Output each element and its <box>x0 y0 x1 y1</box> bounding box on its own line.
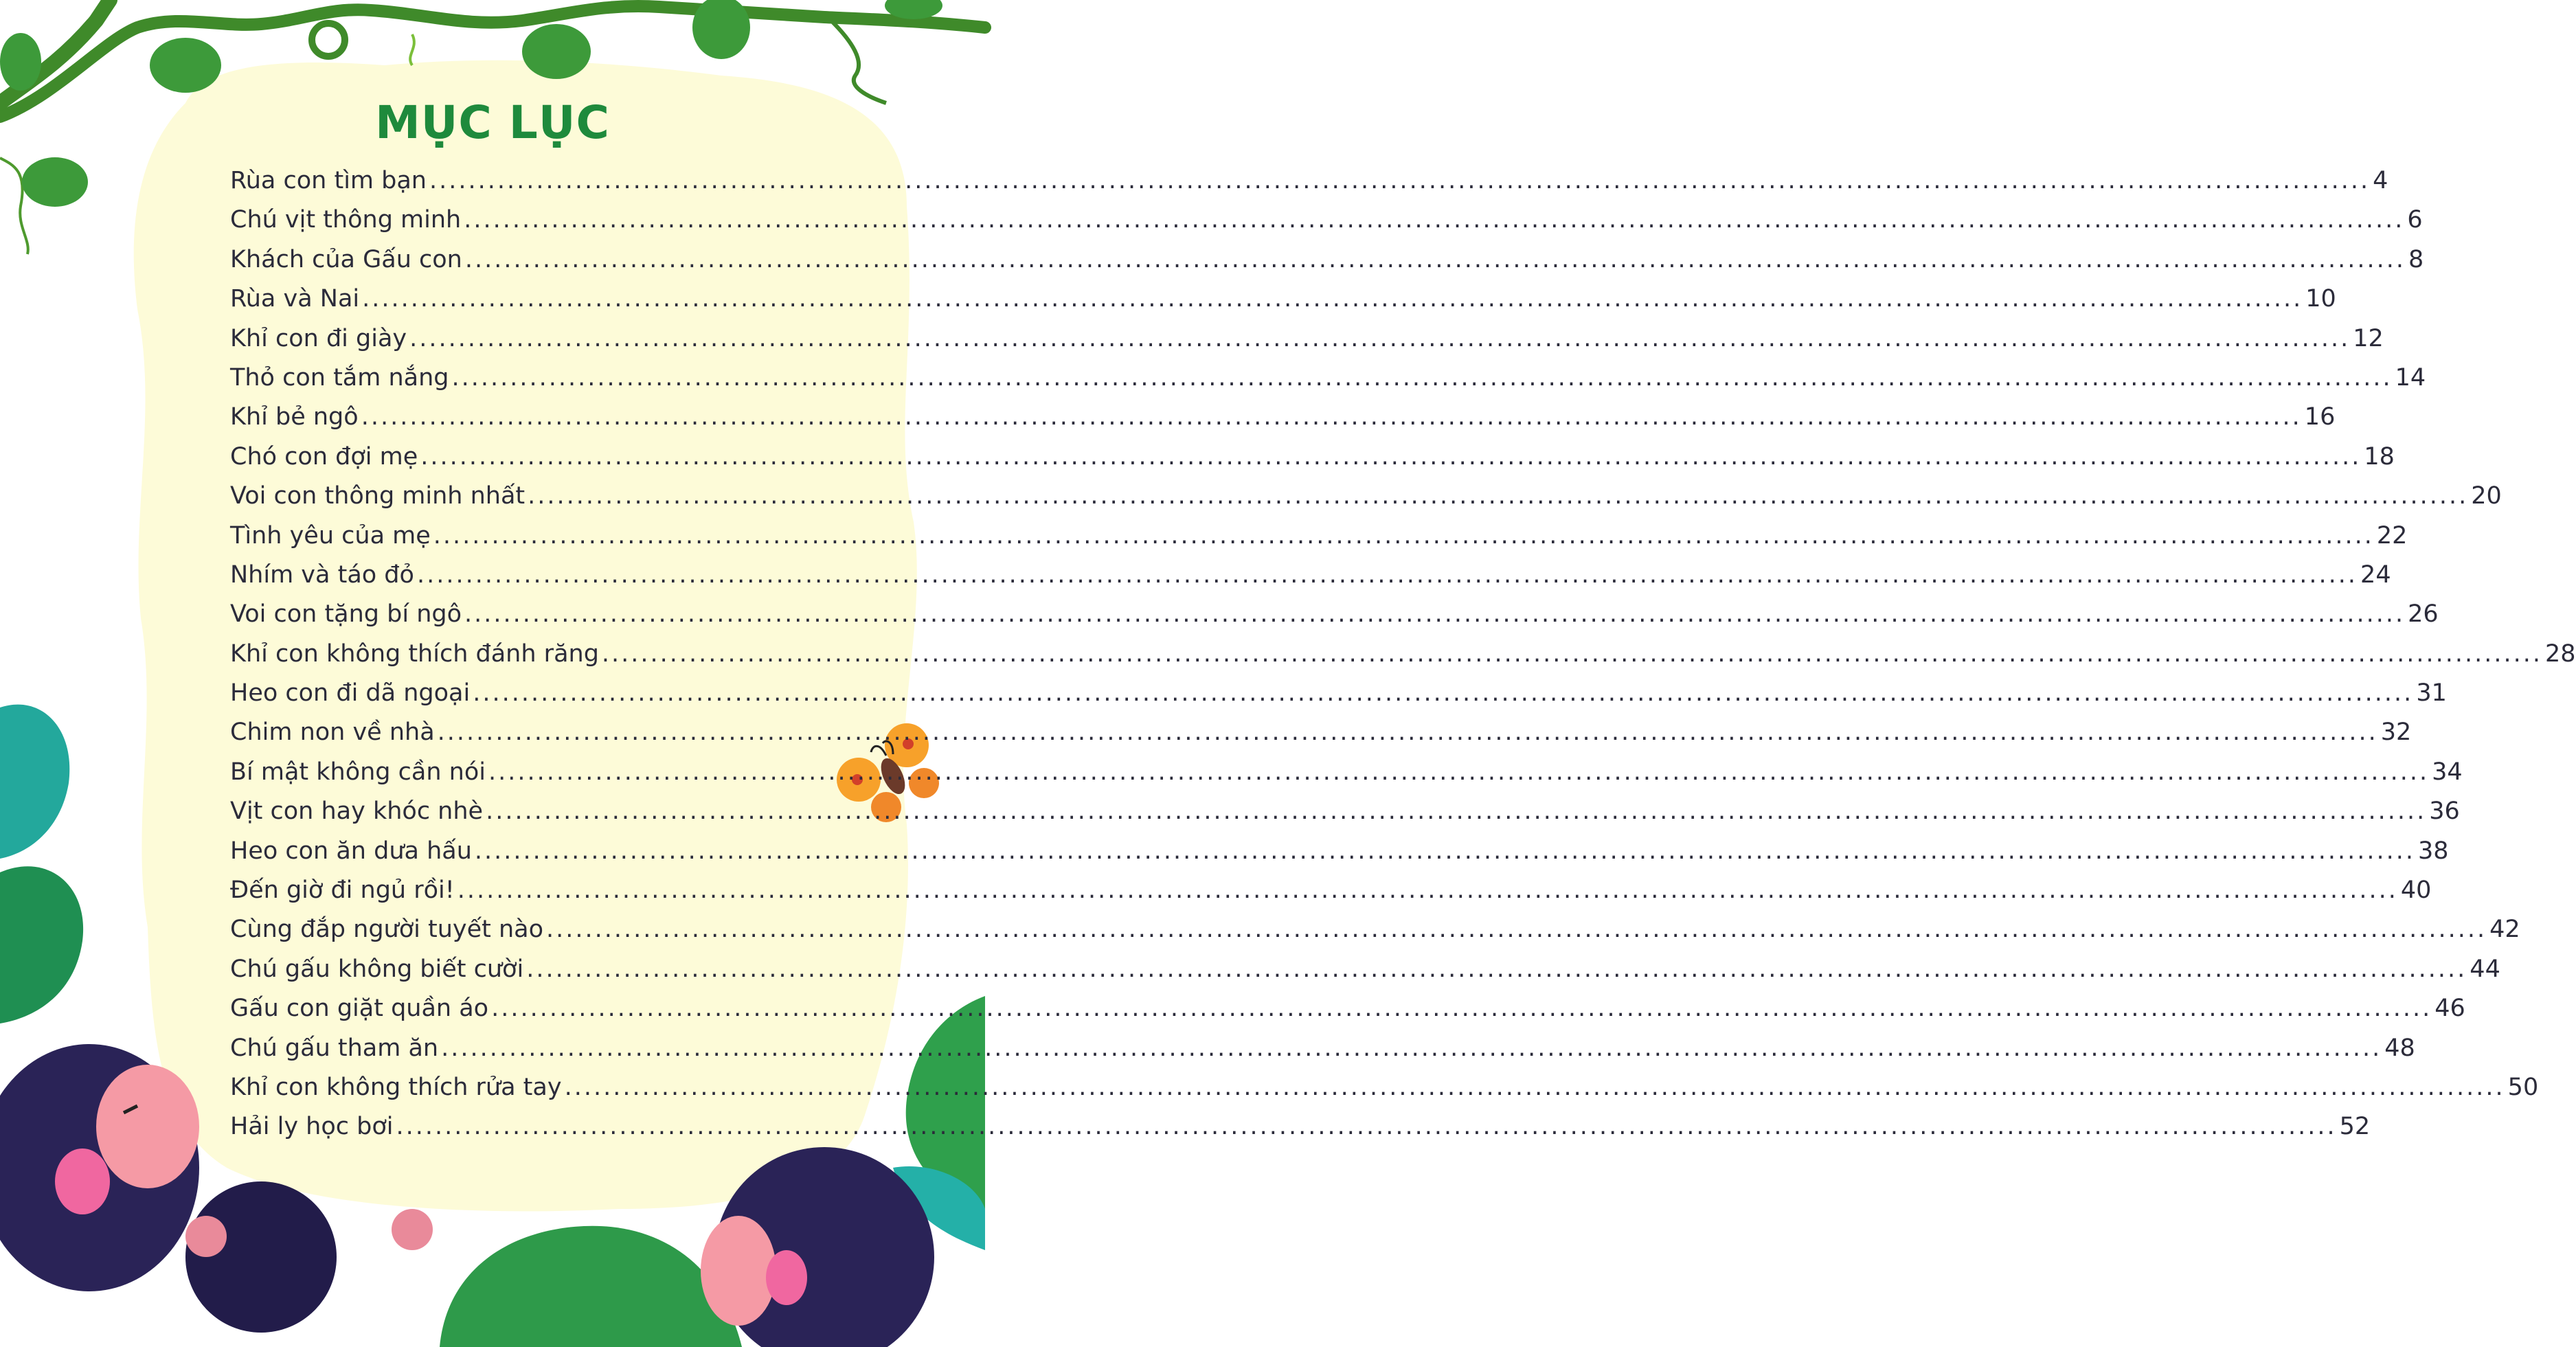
toc-entry-page: 46 <box>2434 995 2465 1023</box>
toc-entry-page: 8 <box>2408 245 2424 273</box>
toc-entry[interactable] <box>230 832 2449 871</box>
toc-entry-title: Gấu con giặt quần áo <box>230 995 489 1023</box>
toc-entry-title: Voi con thông minh nhất <box>230 482 526 510</box>
toc-entry[interactable] <box>230 989 2465 1028</box>
toc-entry-title: Khỉ con không thích rửa tay <box>230 1073 562 1101</box>
dot-leader: ........................................................................................................................................................................................................ <box>526 955 2467 983</box>
toc-entry-title: Rùa và Nai <box>230 285 360 313</box>
table-of-contents <box>230 161 2576 1147</box>
dot-leader: ........................................................................................................................................................................................................ <box>362 285 2303 313</box>
leaf-icon <box>440 1226 742 1347</box>
dot-leader: ........................................................................................................................................................................................................ <box>464 206 2405 234</box>
toc-entry-page: 48 <box>2384 1034 2415 1062</box>
toc-entry-page: 38 <box>2418 837 2449 865</box>
toc-entry-page: 20 <box>2471 482 2502 510</box>
dot-leader: ........................................................................................................................................................................................................ <box>474 837 2416 865</box>
toc-entry[interactable] <box>230 477 2502 516</box>
toc-entry[interactable] <box>230 201 2423 240</box>
dot-leader: ........................................................................................................................................................................................................ <box>429 167 2371 194</box>
toc-entry-title: Khỉ bẻ ngô <box>230 403 359 431</box>
toc-entry-title: Hải ly học bơi <box>230 1113 394 1141</box>
toc-entry-page: 34 <box>2432 758 2463 786</box>
dot-leader: ........................................................................................................................................................................................................ <box>488 758 2430 786</box>
toc-entry-title: Bí mật không cần nói <box>230 758 486 786</box>
toc-entry[interactable] <box>230 1107 2371 1146</box>
toc-entry-title: Đến giờ đi ngủ rồi! <box>230 876 455 905</box>
toc-entry-title: Cùng đắp người tuyết nào <box>230 916 544 944</box>
dot-leader: ........................................................................................................................................................................................................ <box>451 363 2393 392</box>
dot-leader: ........................................................................................................................................................................................................ <box>601 639 2543 668</box>
toc-entry[interactable] <box>230 517 2408 556</box>
toc-entry-page: 28 <box>2545 639 2576 668</box>
toc-entry[interactable] <box>230 871 2432 910</box>
dot-leader: ........................................................................................................................................................................................................ <box>491 995 2432 1023</box>
toc-entry[interactable] <box>230 438 2395 477</box>
toc-entry-title: Tình yêu của mẹ <box>230 521 431 550</box>
toc-entry[interactable] <box>230 713 2412 752</box>
dot-leader: ........................................................................................................................................................................................................ <box>473 679 2414 708</box>
dot-leader: ........................................................................................................................................................................................................ <box>396 1113 2337 1141</box>
toc-entry-page: 4 <box>2373 167 2388 194</box>
toc-entry-title: Nhím và táo đỏ <box>230 561 414 589</box>
page-title: MỤC LỤC <box>375 96 610 149</box>
toc-entry-page: 42 <box>2489 916 2520 944</box>
toc-entry[interactable] <box>230 161 2388 201</box>
toc-entry-page: 16 <box>2304 403 2336 431</box>
toc-entry-title: Khỉ con đi giày <box>230 324 407 352</box>
toc-entry-page: 31 <box>2416 679 2447 708</box>
toc-entry-page: 22 <box>2376 521 2408 550</box>
toc-entry[interactable] <box>230 240 2424 280</box>
dot-leader: ........................................................................................................................................................................................................ <box>486 797 2427 826</box>
toc-entry-title: Khách của Gấu con <box>230 245 462 273</box>
toc-entry-title: Chú gấu tham ăn <box>230 1034 439 1062</box>
dot-leader: ........................................................................................................................................................................................................ <box>464 600 2406 629</box>
toc-entry-page: 18 <box>2364 442 2395 471</box>
toc-entry-page: 24 <box>2360 561 2391 589</box>
toc-entry[interactable] <box>230 319 2384 359</box>
dot-leader: ........................................................................................................................................................................................................ <box>528 482 2469 510</box>
toc-entry-title: Chú vịt thông minh <box>230 206 462 234</box>
toc-entry-title: Chó con đợi mẹ <box>230 442 418 471</box>
dot-leader: ........................................................................................................................................................................................................ <box>437 718 2378 747</box>
dot-leader: ........................................................................................................................................................................................................ <box>564 1073 2505 1101</box>
toc-entry[interactable] <box>230 950 2500 989</box>
toc-entry-title: Vịt con hay khóc nhè <box>230 797 484 826</box>
toc-entry-title: Khỉ con không thích đánh răng <box>230 639 599 668</box>
toc-entry[interactable] <box>230 1068 2539 1107</box>
dot-leader: ........................................................................................................................................................................................................ <box>433 521 2374 550</box>
toc-entry-title: Voi con tặng bí ngô <box>230 600 462 629</box>
toc-entry-page: 26 <box>2408 600 2439 629</box>
toc-entry[interactable] <box>230 1029 2415 1068</box>
dot-leader: ........................................................................................................................................................................................................ <box>361 403 2302 431</box>
toc-entry-page: 44 <box>2470 955 2500 983</box>
toc-entry-page: 6 <box>2407 206 2423 234</box>
toc-entry[interactable] <box>230 792 2460 831</box>
toc-entry-title: Chim non về nhà <box>230 718 435 747</box>
toc-entry-page: 10 <box>2305 285 2336 313</box>
toc-entry[interactable] <box>230 635 2576 674</box>
dot-leader: ........................................................................................................................................................................................................ <box>464 245 2406 273</box>
dot-leader: ........................................................................................................................................................................................................ <box>416 561 2358 589</box>
dot-leader: ........................................................................................................................................................................................................ <box>546 916 2487 944</box>
dot-leader: ........................................................................................................................................................................................................ <box>420 442 2362 471</box>
toc-entry[interactable] <box>230 359 2426 398</box>
toc-entry-page: 12 <box>2353 324 2384 352</box>
toc-entry-page: 50 <box>2507 1073 2539 1101</box>
toc-entry[interactable] <box>230 910 2520 949</box>
toc-entry[interactable] <box>230 595 2439 634</box>
toc-entry[interactable] <box>230 398 2336 437</box>
toc-entry[interactable] <box>230 556 2391 595</box>
toc-entry-title: Chú gấu không biết cười <box>230 955 524 983</box>
toc-entry-title: Heo con đi dã ngoại <box>230 679 471 708</box>
toc-entry-page: 52 <box>2339 1113 2371 1141</box>
leaf-icon <box>0 705 83 1023</box>
dot-leader: ........................................................................................................................................................................................................ <box>457 876 2398 905</box>
toc-entry-title: Heo con ăn dưa hấu <box>230 837 472 865</box>
toc-entry-title: Rùa con tìm bạn <box>230 167 427 194</box>
toc-entry[interactable] <box>230 753 2463 792</box>
toc-entry-page: 14 <box>2395 363 2426 392</box>
toc-entry[interactable] <box>230 280 2336 319</box>
toc-entry-page: 36 <box>2429 797 2460 826</box>
toc-entry[interactable] <box>230 674 2447 713</box>
dot-leader: ........................................................................................................................................................................................................ <box>441 1034 2382 1062</box>
toc-entry-page: 40 <box>2400 876 2432 905</box>
dot-leader: ........................................................................................................................................................................................................ <box>409 324 2351 352</box>
toc-entry-page: 32 <box>2380 718 2412 747</box>
toc-entry-title: Thỏ con tắm nắng <box>230 363 449 392</box>
